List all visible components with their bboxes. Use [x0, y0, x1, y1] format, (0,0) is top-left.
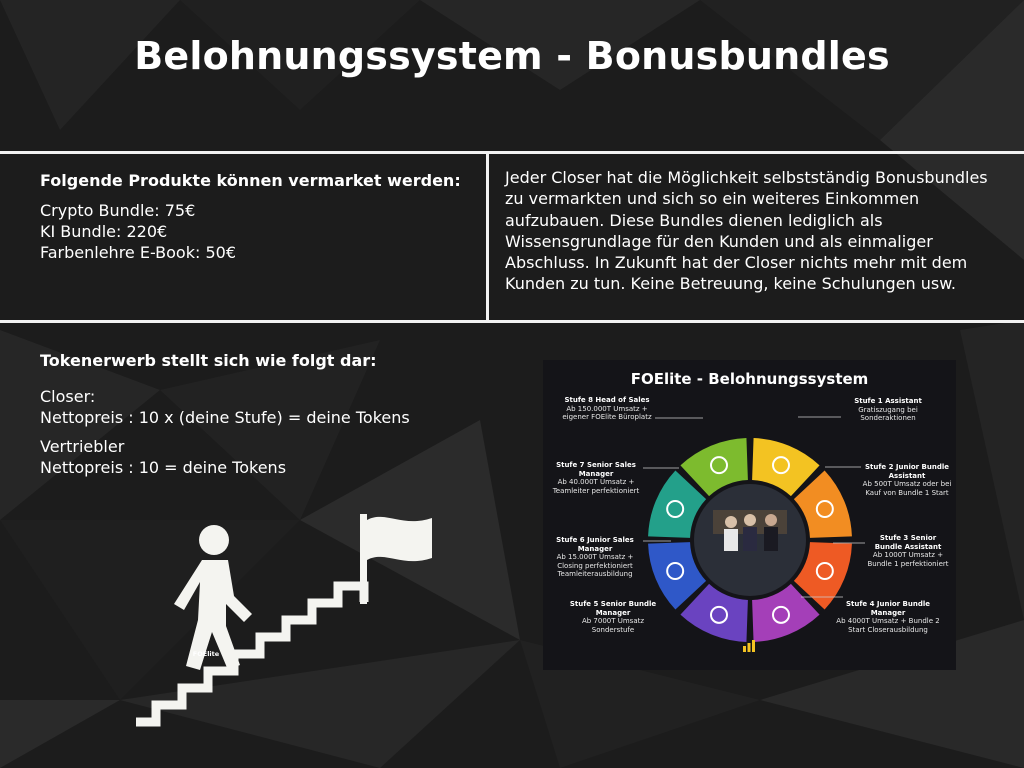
product-item: Crypto Bundle: 75€	[40, 201, 196, 220]
stage-8-label	[557, 396, 657, 422]
person-3	[765, 514, 777, 526]
stage-5-text: Ab 7000T Umsatz Sonderstufe	[581, 617, 645, 634]
stage-4-label	[833, 600, 943, 634]
stage-8-title: Stufe 8 Head of Sales	[564, 396, 650, 404]
column-divider	[486, 153, 489, 321]
stage-5-title: Stufe 5 Senior Bundle Manager	[569, 600, 657, 617]
product-item: Farbenlehre E-Book: 50€	[40, 243, 236, 262]
top-divider	[0, 151, 1024, 154]
bottom-divider	[0, 320, 1024, 323]
stage-6-title: Stufe 6 Junior Sales Manager	[556, 536, 634, 553]
stage-3-label	[865, 534, 951, 568]
stage-2-text: Ab 500T Umsatz oder bei Kauf von Bundle 1 Start	[862, 480, 952, 497]
stage-4-text: Ab 4000T Umsatz + Bundle 2 Start Closerausbildung	[836, 617, 940, 634]
stage-4-title: Stufe 4 Junior Bundle Manager	[845, 600, 931, 617]
page-title: Belohnungssystem - Bonusbundles	[134, 34, 890, 78]
tokens-section	[40, 351, 410, 478]
infographic-title: FOElite - Belohnungssystem	[630, 370, 869, 388]
stage-8-text: Ab 150.000T Umsatz + eigener FOElite Büroplatz	[562, 404, 652, 421]
stage-1-text: Gratiszugang bei Sonderaktionen	[858, 405, 918, 422]
stage-1-title: Stufe 1 Assistant	[854, 397, 922, 405]
brand-name: FOElite	[192, 650, 220, 658]
person-2	[744, 514, 756, 526]
person-1	[725, 516, 737, 528]
stage-7-label	[551, 461, 641, 495]
description-text: Jeder Closer hat die Möglichkeit selbstständig Bonusbundles zu vermarkten und sich so ein weiteres Einkommen aufzubauen. Diese Bundles dienen lediglich als Wissensgrundlage für den Kunden und als einmaliger Abschluss. In Zukunft hat der Closer nichts mehr mit dem Kunden zu tun. Keine Betreuung, keine Schulungen usw.	[505, 168, 988, 294]
stage-3-title: Stufe 3 Senior Bundle Assistant	[874, 534, 942, 551]
stage-7-text: Ab 40.000T Umsatz + Teamleiter perfektioniert	[552, 478, 640, 495]
seller-label: Vertriebler	[40, 437, 125, 456]
closer-label: Closer:	[40, 387, 96, 406]
closer-formula: Nettopreis : 10 x (deine Stufe) = deine Tokens	[40, 408, 410, 427]
products-heading: Folgende Produkte können vermarket werden:	[40, 171, 461, 190]
stage-6-text: Ab 15.000T Umsatz + Closing perfektioniert Teamleiterausbildung	[556, 553, 634, 578]
product-item: KI Bundle: 220€	[40, 222, 168, 241]
person-1-body	[724, 529, 738, 551]
stairs-climber-icon	[130, 510, 440, 735]
seller-formula: Nettopreis : 10 = deine Tokens	[40, 458, 287, 477]
stage-2-title: Stufe 2 Junior Bundle Assistant	[864, 463, 950, 480]
products-section	[40, 171, 461, 263]
brand-logo-icon	[741, 640, 757, 652]
tokens-heading: Tokenerwerb stellt sich wie folgt dar:	[40, 351, 377, 370]
reward-system-infographic	[543, 360, 956, 670]
person-3-body	[764, 527, 778, 551]
person-2-body	[743, 527, 757, 551]
stage-1-label	[843, 397, 933, 423]
stage-6-label	[549, 536, 641, 579]
stage-3-text: Ab 1000T Umsatz + Bundle 1 perfektioniert	[867, 551, 949, 568]
stage-2-label	[859, 463, 955, 497]
stage-7-title: Stufe 7 Senior Sales Manager	[556, 461, 636, 478]
stage-5-label	[563, 600, 663, 634]
